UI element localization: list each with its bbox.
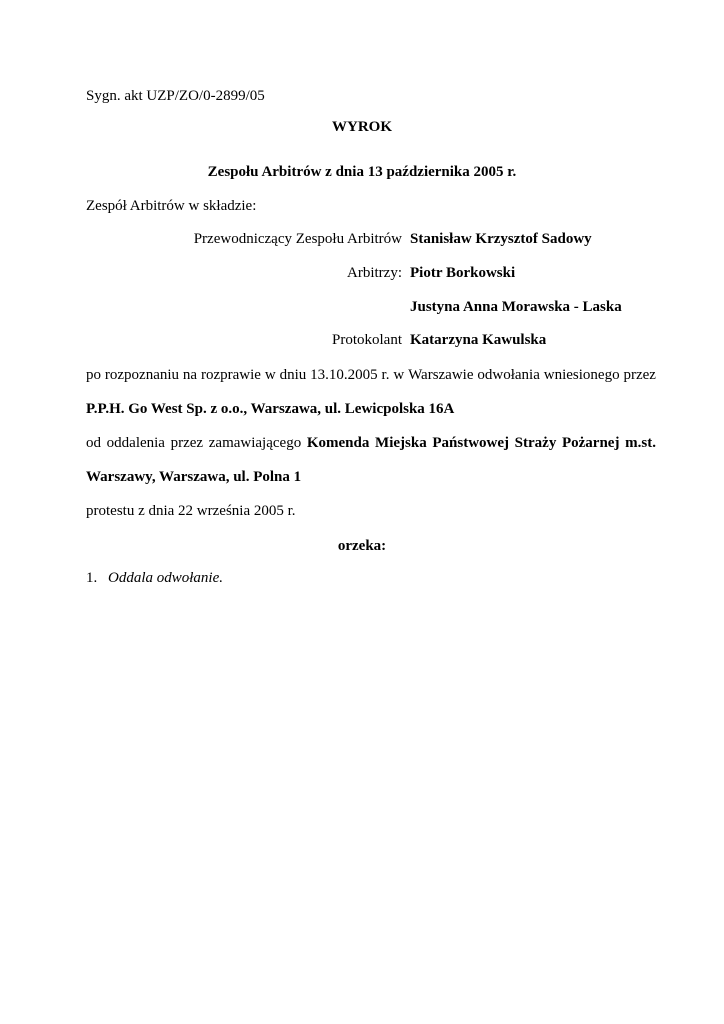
word: rozpoznaniu	[104, 367, 180, 383]
word: r.	[381, 367, 390, 383]
panel-name-chair: Stanisław Krzysztof Sadowy	[410, 231, 592, 247]
word: po	[86, 367, 101, 383]
document-title: WYROK	[332, 119, 392, 135]
word: od	[86, 435, 101, 451]
word: przez	[170, 435, 204, 451]
word: przez	[623, 367, 656, 383]
panel-name-arbitrator-2: Justyna Anna Morawska - Laska	[410, 299, 622, 315]
protest-date: protestu z dnia 22 września 2005 r.	[86, 503, 296, 519]
authority-word: Straży	[514, 435, 557, 451]
panel-role-arbitrators: Arbitrzy:	[347, 265, 402, 281]
word: na	[182, 367, 198, 383]
authority-word: Pożarnej	[561, 435, 620, 451]
authority-word: Miejska	[375, 435, 427, 451]
word: odwołania	[477, 367, 540, 383]
contracting-authority-continued: Warszawy, Warszawa, ul. Polna 1	[86, 469, 302, 485]
hearing-paragraph	[86, 366, 656, 384]
word: w	[264, 367, 276, 383]
word: rozprawie	[200, 367, 261, 383]
authority-word: m.st.	[625, 435, 656, 451]
panel-name-recorder: Katarzyna Kawulska	[410, 332, 547, 348]
case-signature: Sygn. akt UZP/ZO/0-2899/05	[86, 88, 265, 104]
ruling-heading: orzeka:	[337, 538, 387, 554]
word: oddalenia	[106, 435, 165, 451]
word: w	[393, 367, 405, 383]
word: zamawiającego	[208, 435, 302, 451]
panel-role-recorder: Protokolant	[332, 332, 402, 348]
word: wniesionego	[543, 367, 620, 383]
authority-word: Komenda	[306, 435, 370, 451]
dismissal-paragraph	[86, 434, 656, 452]
word: 13.10.2005	[310, 367, 378, 383]
panel-role-chair: Przewodniczący Zespołu Arbitrów	[193, 231, 402, 247]
ruling-item-number: 1.	[86, 570, 98, 586]
authority-word: Państwowej	[432, 435, 510, 451]
ruling-item-text: Oddala odwołanie.	[108, 570, 223, 586]
appellant: P.P.H. Go West Sp. z o.o., Warszawa, ul. Lewicpolska 16A	[86, 401, 455, 417]
document-subtitle: Zespołu Arbitrów z dnia 13 października 2005 r.	[207, 164, 517, 180]
panel-name-arbitrator-1: Piotr Borkowski	[410, 265, 516, 281]
word: dniu	[279, 367, 307, 383]
panel-intro: Zespół Arbitrów w składzie:	[86, 198, 257, 214]
word: Warszawie	[408, 367, 474, 383]
